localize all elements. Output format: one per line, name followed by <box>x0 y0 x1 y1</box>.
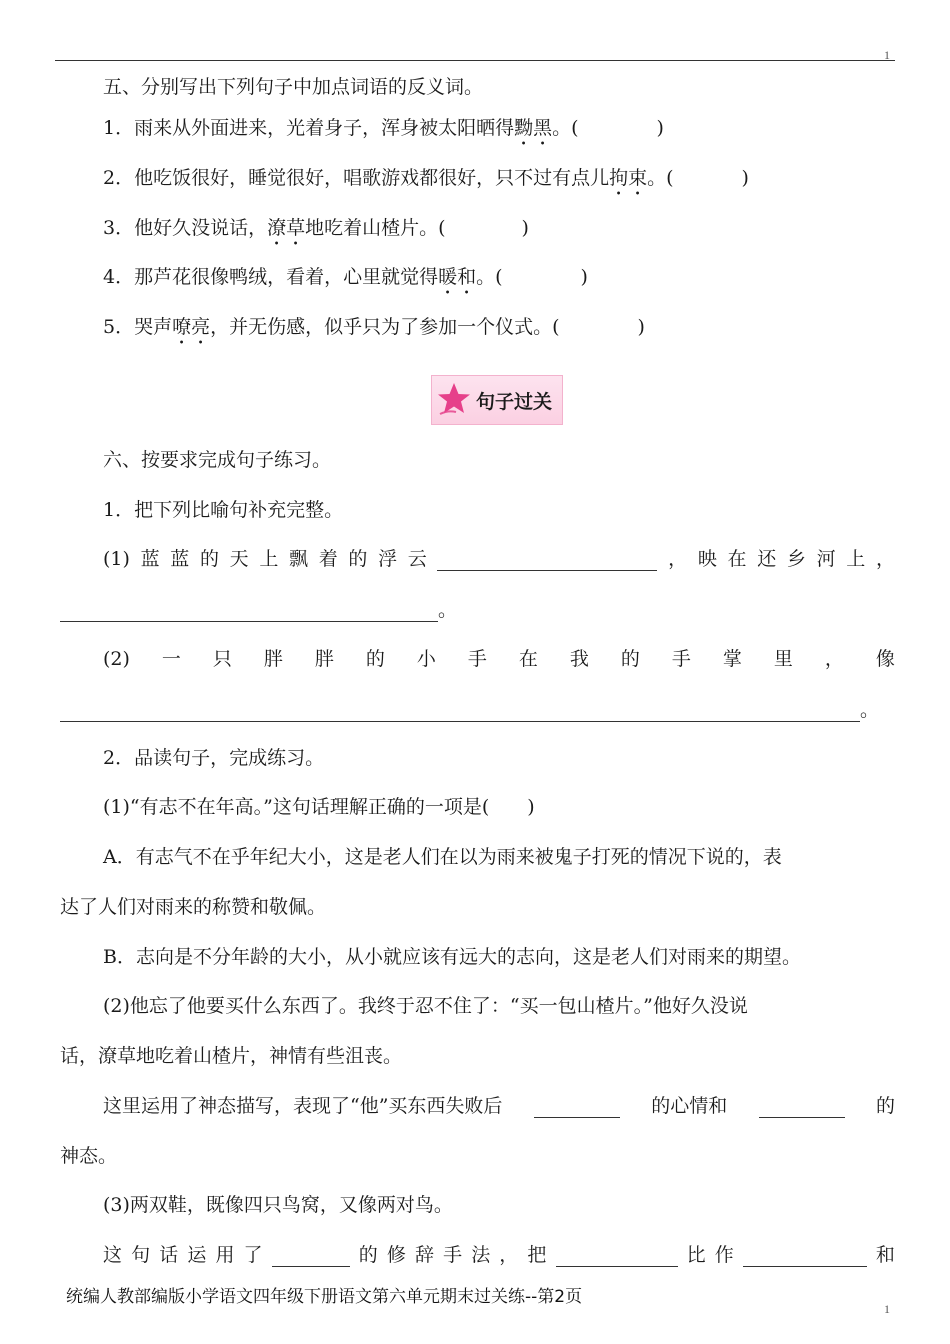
q1-sentence-2: (2) 一 只 胖 胖 的 小 手 在 我 的 手 掌 里 ， 像 <box>103 648 895 670</box>
q2-part-1: (1)“有志不在年高。”这句话理解正确的一项是( ) <box>103 796 535 818</box>
answer-blank[interactable] <box>60 599 438 622</box>
q2-option-b: B．志向是不分年龄的大小，从小就应该有远大的志向，这是老人们对雨来的期望。 <box>103 946 801 968</box>
q2-part-3: (3)两双鞋，既像四只鸟窝，又像两对鸟。 <box>103 1194 453 1216</box>
answer-blank[interactable] <box>759 1095 845 1118</box>
s5-item-3: 3．他好久没说话，潦草地吃着山楂片。( ) <box>103 217 529 239</box>
answer-blank[interactable] <box>437 548 657 571</box>
header-page-number: 1 <box>884 48 890 62</box>
s5-item-2: 2．他吃饭很好，睡觉很好，唱歌游戏都很好，只不过有点儿拘束。( ) <box>103 167 749 189</box>
q1-sentence-1: (1) 蓝 蓝 的 天 上 飘 着 的 浮 云 ， 映 在 还 乡 河 上 ， <box>103 548 895 570</box>
q2-part-2-question: 这里运用了神态描写，表现了“他”买东西失败后 的心情和 的 <box>103 1095 895 1117</box>
s5-item-1: 1．雨来从外面进来，光着身子，浑身被太阳晒得黝黑。( ) <box>103 117 664 139</box>
header-rule <box>55 60 895 61</box>
q2-part-3-question: 这 句 话 运 用 了 的 修 辞 手 法 ， 把 比 作 和 <box>103 1244 895 1266</box>
q1-sentence-1-cont: 。 <box>60 593 895 627</box>
footer-page-number: 1 <box>884 1302 890 1316</box>
answer-blank[interactable] <box>556 1244 678 1267</box>
answer-blank[interactable] <box>743 1244 867 1267</box>
q1-sentence-2-cont: 。 <box>60 693 895 727</box>
answer-blank[interactable] <box>272 1244 350 1267</box>
badge-label: 句子过关 <box>475 390 552 413</box>
q1-title: 1．把下列比喻句补充完整。 <box>103 499 344 521</box>
answer-blank[interactable] <box>60 699 860 722</box>
q2-part-2-cont: 话，潦草地吃着山楂片，神情有些沮丧。 <box>60 1045 403 1067</box>
q2-part-2-question-cont: 神态。 <box>60 1145 118 1167</box>
section5-title: 五、分别写出下列句子中加点词语的反义词。 <box>103 76 484 98</box>
q2-title: 2．品读句子，完成练习。 <box>103 747 325 769</box>
s5-item-5: 5．哭声嘹亮，并无伤感，似乎只为了参加一个仪式。( ) <box>103 316 645 338</box>
q2-option-a: A．有志气不在乎年纪大小，这是老人们在以为雨来被鬼子打死的情况下说的，表 <box>103 846 782 868</box>
q2-part-2: (2)他忘了他要买什么东西了。我终于忍不住了：“买一包山楂片。”他好久没说 <box>103 995 748 1017</box>
answer-blank[interactable] <box>534 1095 620 1118</box>
section-badge <box>431 375 563 425</box>
star-icon <box>434 380 474 420</box>
section6-title: 六、按要求完成句子练习。 <box>103 449 332 471</box>
q2-option-a-cont: 达了人们对雨来的称赞和敬佩。 <box>60 896 327 918</box>
page-footer: 统编人教部编版小学语文四年级下册语文第六单元期末过关练--第2页 <box>66 1287 583 1307</box>
s5-item-4: 4．那芦花很像鸭绒，看着，心里就觉得暖和。( ) <box>103 266 588 288</box>
